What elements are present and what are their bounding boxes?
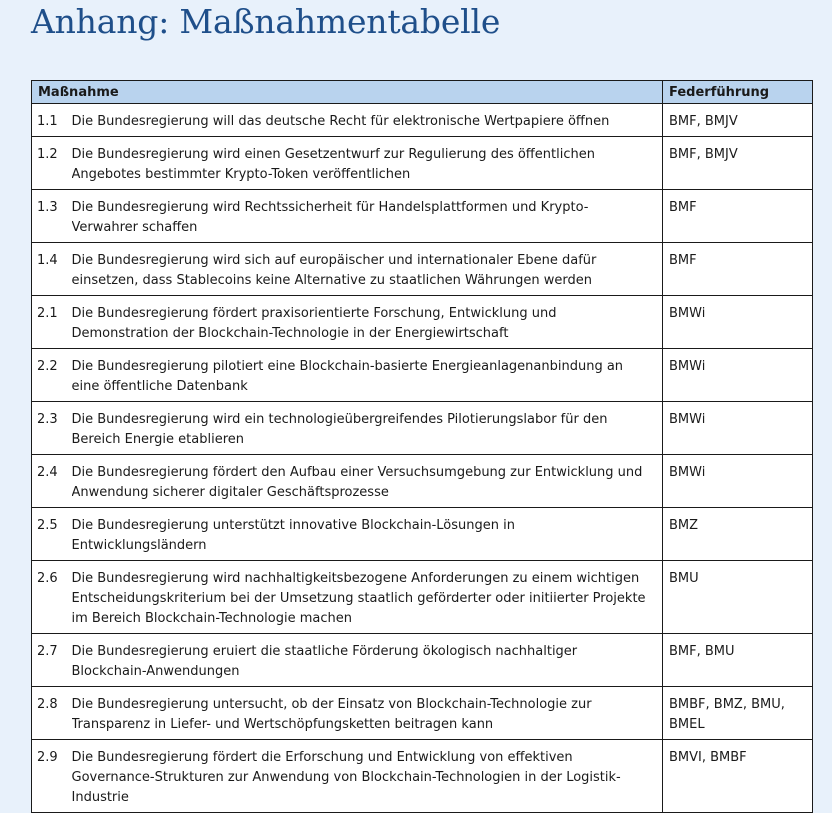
- measure-lead-ministry: BMVI, BMBF: [663, 740, 813, 813]
- table-row: [32, 402, 813, 455]
- measure-lead-ministry: BMF, BMU: [663, 634, 813, 687]
- table-body: [32, 104, 813, 813]
- table-row: [32, 508, 813, 561]
- table-row: [32, 455, 813, 508]
- measure-number: 2.5: [32, 508, 72, 561]
- measure-description: Die Bundesregierung wird Rechtssicherheit für Handelsplattformen und Krypto-Verwahrer schaffen: [72, 190, 663, 243]
- measure-description: Die Bundesregierung fördert die Erforschung und Entwicklung von effektiven Governance-Strukturen zur Anwendung von Blockchain-Technologien in der Logistik-Industrie: [72, 740, 663, 813]
- measure-number: 2.1: [32, 296, 72, 349]
- table-row: [32, 634, 813, 687]
- measure-number: 1.3: [32, 190, 72, 243]
- measure-description: Die Bundesregierung will das deutsche Recht für elektronische Wertpapiere öffnen: [72, 104, 663, 137]
- table-row: [32, 740, 813, 813]
- measure-lead-ministry: BMU: [663, 561, 813, 634]
- measure-description: Die Bundesregierung unterstützt innovative Blockchain-Lösungen in Entwicklungsländern: [72, 508, 663, 561]
- measure-lead-ministry: BMWi: [663, 296, 813, 349]
- table-row: [32, 137, 813, 190]
- table-row: [32, 243, 813, 296]
- table-row: [32, 104, 813, 137]
- table-row: [32, 190, 813, 243]
- measure-description: Die Bundesregierung pilotiert eine Blockchain-basierte Energieanlagenanbindung an eine öffentliche Datenbank: [72, 349, 663, 402]
- page-title: Anhang: Maßnahmentabelle: [31, 2, 501, 41]
- measure-number: 1.4: [32, 243, 72, 296]
- measure-lead-ministry: BMWi: [663, 402, 813, 455]
- measure-lead-ministry: BMF: [663, 190, 813, 243]
- table-header-row: [32, 81, 813, 104]
- table-row: [32, 687, 813, 740]
- measure-description: Die Bundesregierung eruiert die staatliche Förderung ökologisch nachhaltiger Blockchain-Anwendungen: [72, 634, 663, 687]
- header-lead: Federführung: [663, 81, 813, 104]
- table-row: [32, 349, 813, 402]
- measure-number: 2.8: [32, 687, 72, 740]
- measure-number: 1.2: [32, 137, 72, 190]
- measure-number: 2.6: [32, 561, 72, 634]
- measure-lead-ministry: BMBF, BMZ, BMU, BMEL: [663, 687, 813, 740]
- measure-number: 1.1: [32, 104, 72, 137]
- measure-description: Die Bundesregierung fördert praxisorientierte Forschung, Entwicklung und Demonstration der Blockchain-Technologie in der Energiewirtschaft: [72, 296, 663, 349]
- measure-number: 2.4: [32, 455, 72, 508]
- measure-description: Die Bundesregierung wird ein technologieübergreifendes Pilotierungslabor für den Bereich Energie etablieren: [72, 402, 663, 455]
- measure-number: 2.3: [32, 402, 72, 455]
- measure-lead-ministry: BMWi: [663, 455, 813, 508]
- measure-lead-ministry: BMF: [663, 243, 813, 296]
- measure-lead-ministry: BMF, BMJV: [663, 104, 813, 137]
- measure-description: Die Bundesregierung untersucht, ob der Einsatz von Blockchain-Technologie zur Transparenz in Liefer- und Wertschöpfungsketten beitragen kann: [72, 687, 663, 740]
- measure-description: Die Bundesregierung fördert den Aufbau einer Versuchsumgebung zur Entwicklung und Anwendung sicherer digitaler Geschäftsprozesse: [72, 455, 663, 508]
- measure-number: 2.7: [32, 634, 72, 687]
- measure-lead-ministry: BMWi: [663, 349, 813, 402]
- header-measure: Maßnahme: [32, 81, 663, 104]
- measure-description: Die Bundesregierung wird einen Gesetzentwurf zur Regulierung des öffentlichen Angebotes bestimmter Krypto-Token veröffentlichen: [72, 137, 663, 190]
- measure-description: Die Bundesregierung wird sich auf europäischer und internationaler Ebene dafür einsetzen, dass Stablecoins keine Alternative zu staatlichen Währungen werden: [72, 243, 663, 296]
- measure-description: Die Bundesregierung wird nachhaltigkeitsbezogene Anforderungen zu einem wichtigen Entscheidungskriterium bei der Umsetzung staatlich geförderter oder initiierter Projekte im Bereich Blockchain-Technologie machen: [72, 561, 663, 634]
- measure-number: 2.9: [32, 740, 72, 813]
- table-row: [32, 296, 813, 349]
- measures-table: [31, 80, 813, 813]
- measure-lead-ministry: BMZ: [663, 508, 813, 561]
- measure-lead-ministry: BMF, BMJV: [663, 137, 813, 190]
- measure-number: 2.2: [32, 349, 72, 402]
- table-row: [32, 561, 813, 634]
